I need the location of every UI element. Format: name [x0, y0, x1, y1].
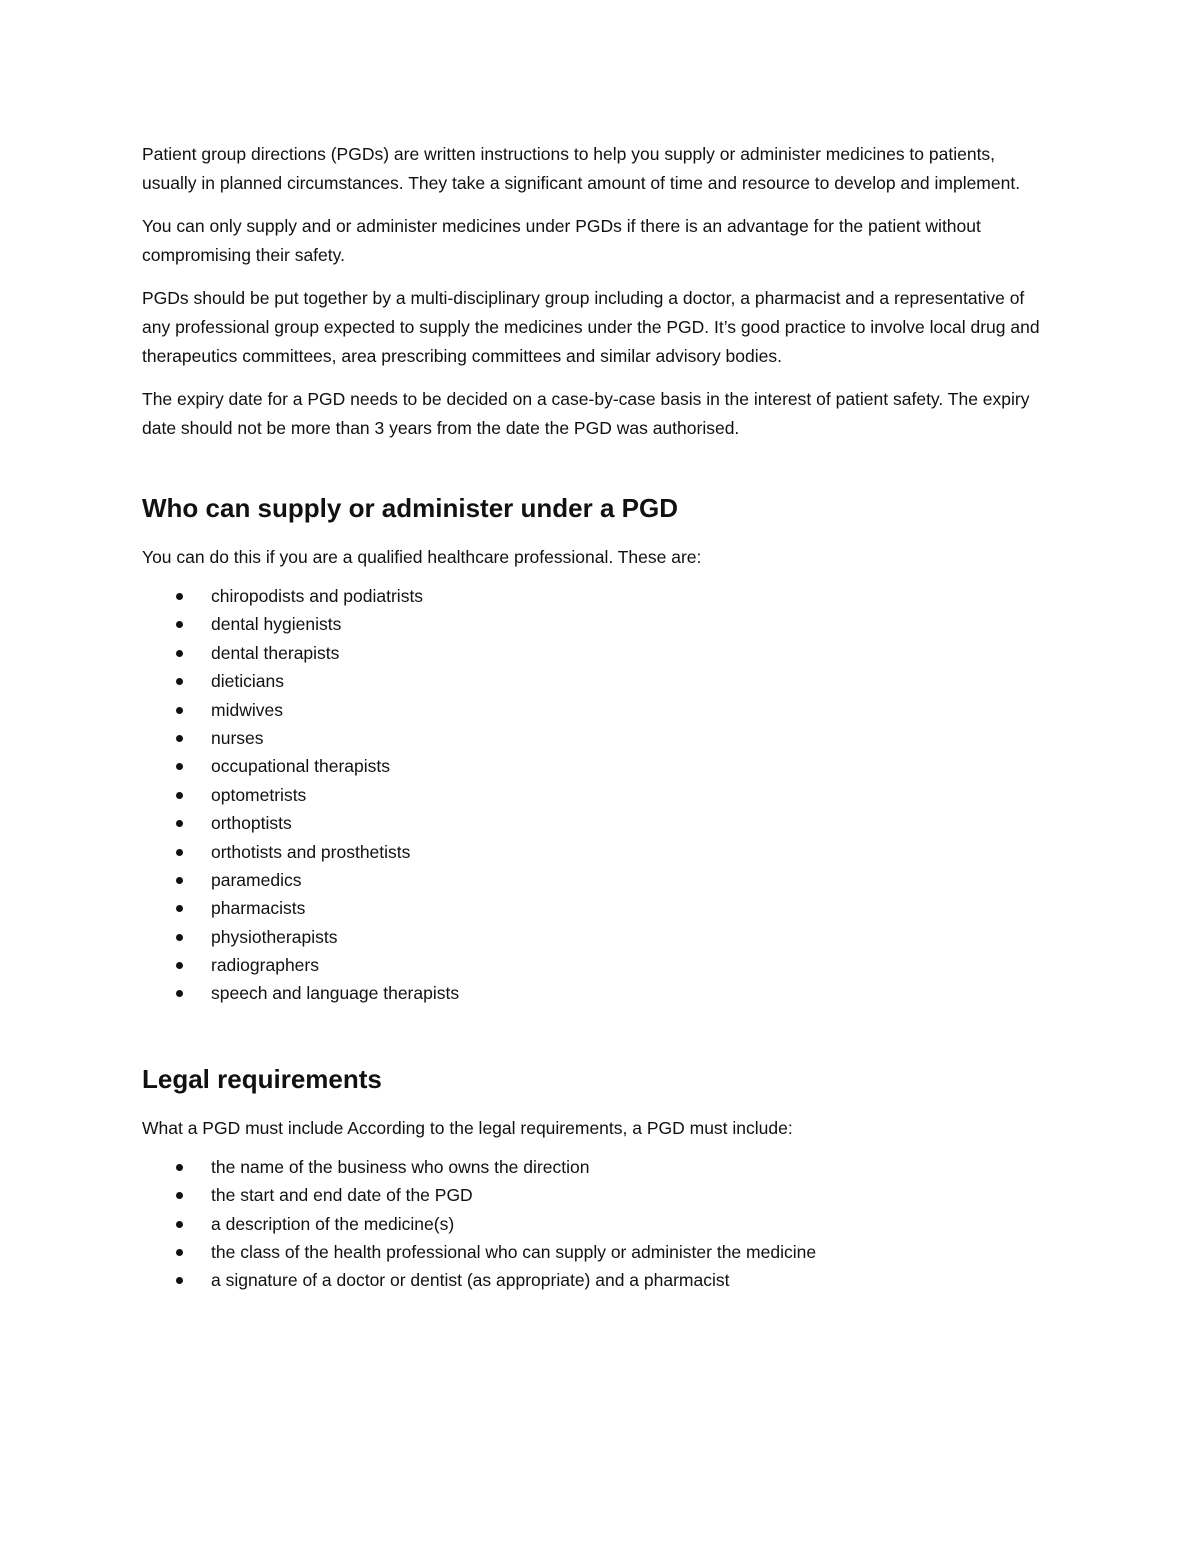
- legal-section-heading: Legal requirements: [142, 1063, 382, 1094]
- who-section-heading: Who can supply or administer under a PGD: [142, 493, 678, 523]
- bullet-icon: [176, 990, 183, 997]
- legal-requirements-list: [142, 1153, 1052, 1295]
- bullet-icon: [176, 820, 183, 827]
- bullet-icon: [176, 735, 183, 742]
- bullet-icon: [176, 707, 183, 714]
- list-item: [142, 667, 1052, 695]
- bullet-icon: [176, 763, 183, 770]
- bullet-icon: [176, 905, 183, 912]
- bullet-icon: [176, 962, 183, 969]
- list-item-text: midwives: [211, 699, 283, 720]
- document-page: [142, 140, 1052, 1295]
- bullet-icon: [176, 1164, 183, 1171]
- list-item-text: chiropodists and podiatrists: [211, 586, 424, 606]
- list-item: [142, 752, 1052, 780]
- list-item: [142, 639, 1052, 667]
- bullet-icon: [176, 792, 183, 799]
- list-item-text: paramedics: [211, 869, 302, 890]
- list-item: [142, 923, 1052, 951]
- bullet-icon: [176, 877, 183, 884]
- list-item: [142, 610, 1052, 638]
- list-item-text: orthotists and prosthetists: [211, 841, 411, 862]
- list-item: [142, 809, 1052, 837]
- list-item: [142, 951, 1052, 979]
- legal-section-intro: What a PGD must include According to the legal requirements, a PGD must include:: [142, 1117, 793, 1138]
- list-item-text: dental hygienists: [211, 614, 342, 635]
- list-item-text: physiotherapists: [211, 926, 338, 947]
- bullet-icon: [176, 678, 183, 685]
- list-item: [142, 1181, 1052, 1209]
- list-item: [142, 1153, 1052, 1181]
- bullet-icon: [176, 1221, 183, 1228]
- intro-paragraph-2: You can only supply and or administer medicines under PGDs if there is an advantage for the patient without compromising their safety.: [142, 216, 981, 265]
- intro-paragraph-4: The expiry date for a PGD needs to be decided on a case-by-case basis in the interest of patient safety. The expiry date should not be more than 3 years from the date the PGD was authorised.: [142, 389, 1030, 438]
- bullet-icon: [176, 1192, 183, 1199]
- list-item: [142, 838, 1052, 866]
- list-item-text: optometrists: [211, 784, 307, 805]
- list-item: [142, 1238, 1052, 1266]
- list-item: [142, 1266, 1052, 1294]
- list-item-text: orthoptists: [211, 813, 292, 834]
- list-item-text: nurses: [211, 727, 264, 748]
- list-item-text: occupational therapists: [211, 756, 390, 777]
- who-professionals-list: [142, 582, 1052, 1008]
- list-item: [142, 894, 1052, 922]
- list-item: [142, 781, 1052, 809]
- list-item-text: the class of the health professional who can supply or administer the medicine: [211, 1242, 817, 1263]
- list-item-text: speech and language therapists: [211, 983, 460, 1004]
- list-item-text: a signature of a doctor or dentist (as appropriate) and a pharmacist: [211, 1270, 730, 1291]
- list-item-text: pharmacists: [211, 898, 306, 919]
- list-item: [142, 724, 1052, 752]
- list-item-text: dental therapists: [211, 642, 340, 663]
- list-item-text: the name of the business who owns the direction: [211, 1156, 590, 1177]
- list-item-text: dieticians: [211, 671, 284, 692]
- bullet-icon: [176, 1277, 183, 1284]
- list-item-text: radiographers: [211, 955, 319, 976]
- list-item: [142, 1210, 1052, 1238]
- bullet-icon: [176, 1249, 183, 1256]
- list-item: [142, 979, 1052, 1007]
- bullet-icon: [176, 650, 183, 657]
- list-item-text: the start and end date of the PGD: [211, 1185, 473, 1206]
- list-item: [142, 696, 1052, 724]
- bullet-icon: [176, 934, 183, 941]
- list-item-text: a description of the medicine(s): [211, 1213, 455, 1234]
- intro-paragraph-3: PGDs should be put together by a multi-disciplinary group including a doctor, a pharmacist and a representative of any professional group expected to supply the medicines under the PGD. It’s good practice to involve local drug and therapeutics committees, area prescribing committees and similar advisory bodies.: [142, 288, 1040, 366]
- bullet-icon: [176, 593, 183, 600]
- list-item: [142, 582, 1052, 610]
- bullet-icon: [176, 849, 183, 856]
- intro-paragraph-1: Patient group directions (PGDs) are written instructions to help you supply or administer medicines to patients, usually in planned circumstances. They take a significant amount of time and resource to develop and implement.: [142, 144, 1021, 193]
- who-section-intro: You can do this if you are a qualified healthcare professional. These are:: [142, 547, 702, 567]
- bullet-icon: [176, 621, 183, 628]
- list-item: [142, 866, 1052, 894]
